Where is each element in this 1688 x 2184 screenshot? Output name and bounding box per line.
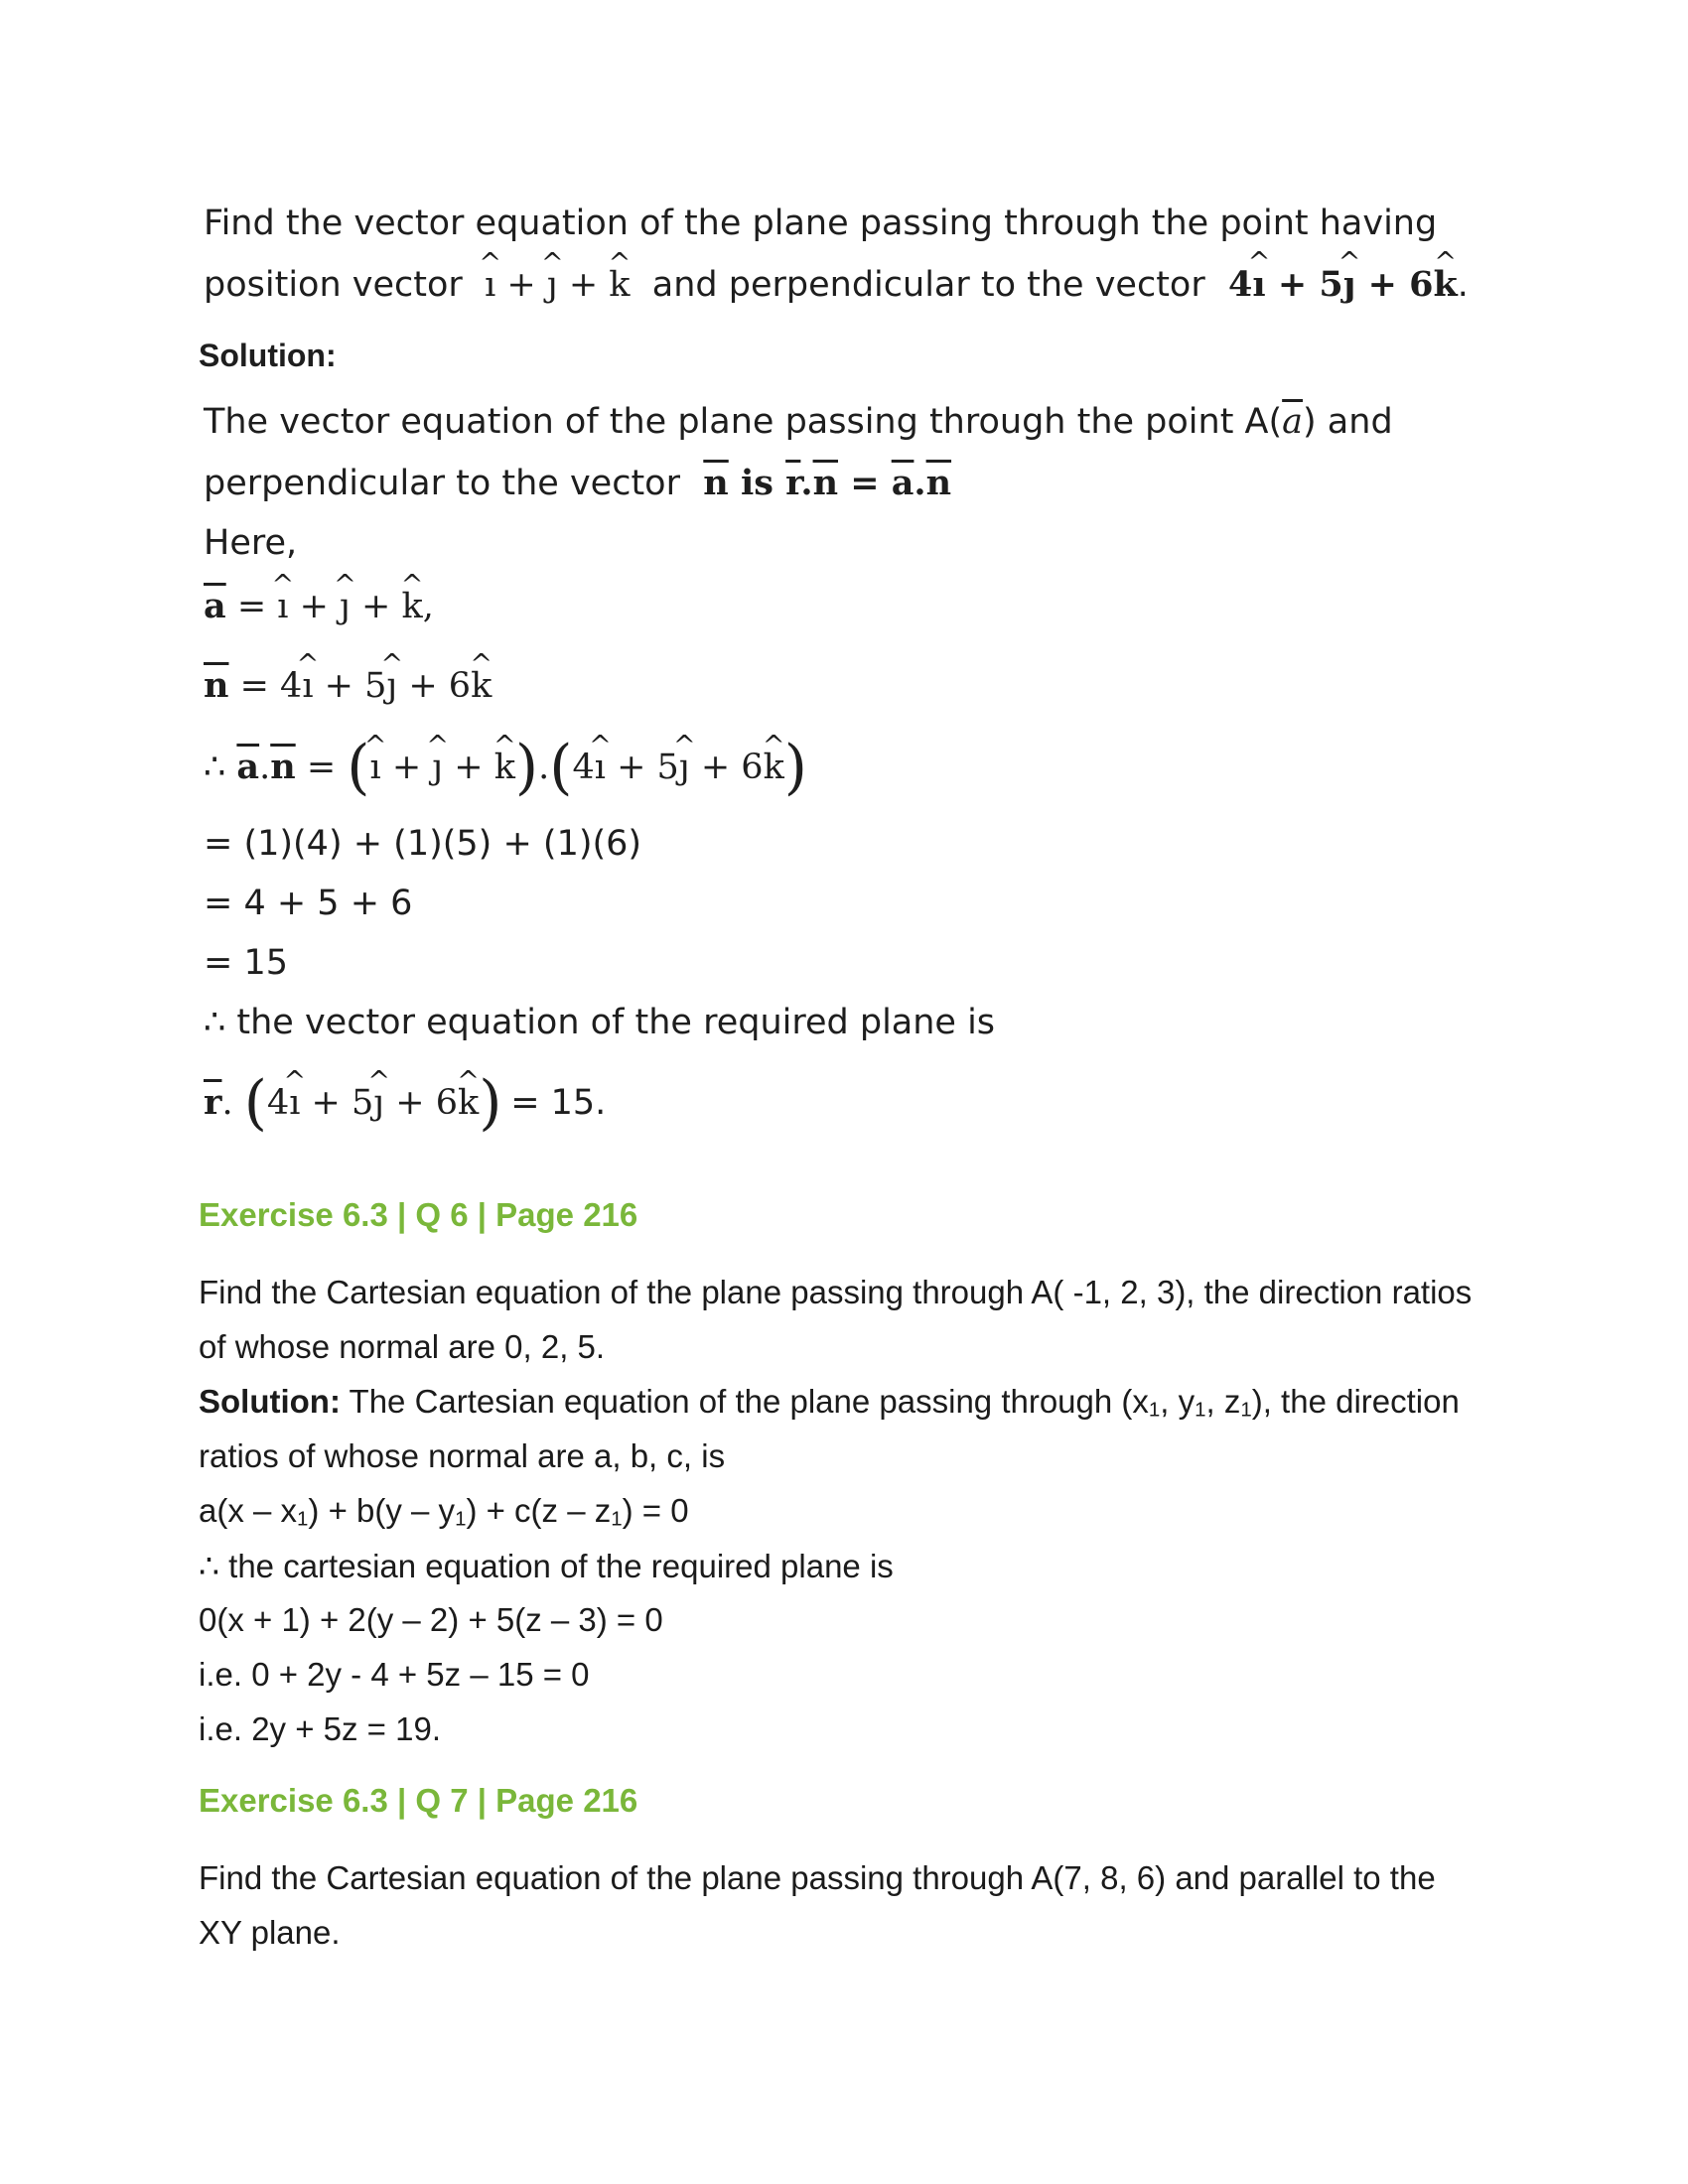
a-bar-definition: $\overline{a}$ = ı ^ + ȷ ^ + k ^,: [204, 586, 434, 626]
calc-step-3: = 15: [204, 943, 288, 983]
q7-line-1: Find the Cartesian equation of the plane passing through A(7, 8, 6) and parallel to the: [199, 1859, 1436, 1896]
q6-line-1: Find the Cartesian equation of the plane passing through A( -1, 2, 3), the direction ratios: [199, 1274, 1473, 1310]
cartesian-eq-1: 0(x + 1) + 2(y – 2) + 5(z – 3) = 0: [199, 1601, 663, 1638]
therefore-cartesian-line: ∴ the cartesian equation of the required plane is: [199, 1548, 894, 1584]
here-label: Here,: [204, 523, 298, 563]
general-cartesian-formula: $a(x - x_1) + b(y - y_1) + c(z - z_1) = 0$: [199, 1492, 689, 1531]
n-bar-definition: $\overline{n}$ = 4ı ^ + 5ȷ ^ + 6k ^: [204, 665, 492, 706]
normal-vector-math: 4ı ^ + 5ȷ ^ + 6k ^: [1216, 264, 1458, 305]
solution-intro-line-1: The vector equation of the plane passing through the point $A(\overline{a})$ and: [204, 402, 1393, 442]
exercise-heading-q7: Exercise 6.3 | Q 7 | Page 216: [199, 1782, 638, 1819]
cartesian-eq-2: i.e. 0 + 2y - 4 + 5z – 15 = 0: [199, 1656, 590, 1693]
position-vector-math: ı ^ + ȷ ^ + k ^: [474, 265, 641, 305]
final-vector-equation: $\overline{r}$. (4ı ^ + 5ȷ ^ + 6k ^) = 15.: [204, 1082, 606, 1123]
q6-solution-line-1: Solution: The Cartesian equation of the plane passing through ($x_1$, $y_1$, $z_1$), the direction: [199, 1383, 1460, 1422]
question-line-2: position vector ı ^ + ȷ ^ + k ^ and perpendicular to the vector 4ı ^ + 5ȷ ^ + 6k ^.: [204, 264, 1469, 305]
cartesian-eq-3: i.e. 2y + 5z = 19.: [199, 1710, 441, 1747]
question-line-1: Find the vector equation of the plane passing through the point having: [204, 204, 1438, 243]
q6-solution-line-2: ratios of whose normal are a, b, c, is: [199, 1437, 726, 1474]
therefore-vector-line: ∴ the vector equation of the required plane is: [204, 1003, 996, 1042]
solution-intro-line-2: perpendicular to the vector $\overline{n}$ is $\overline{r}.\overline{n} = \overline{a}.\overline{n}$: [204, 463, 952, 503]
q6-line-2: of whose normal are 0, 2, 5.: [199, 1328, 606, 1365]
calc-step-1: = (1)(4) + (1)(5) + (1)(6): [204, 824, 642, 864]
exercise-heading-q6: Exercise 6.3 | Q 6 | Page 216: [199, 1196, 638, 1233]
plane-vector-formula: $\overline{n}$ is $\overline{r}.\overline{n} = \overline{a}.\overline{n}$: [703, 463, 952, 503]
dot-product-line: ∴ $\overline{a}.\overline{n}$ = (ı ^ + ȷ ^ + k ^).(4ı ^ + 5ȷ ^ + 6k ^): [204, 747, 807, 787]
calc-step-2: = 4 + 5 + 6: [204, 884, 413, 923]
point-a-vector: $\overline{a}$: [1282, 402, 1304, 442]
solution-label: Solution:: [199, 338, 337, 373]
q7-line-2: XY plane.: [199, 1914, 341, 1951]
